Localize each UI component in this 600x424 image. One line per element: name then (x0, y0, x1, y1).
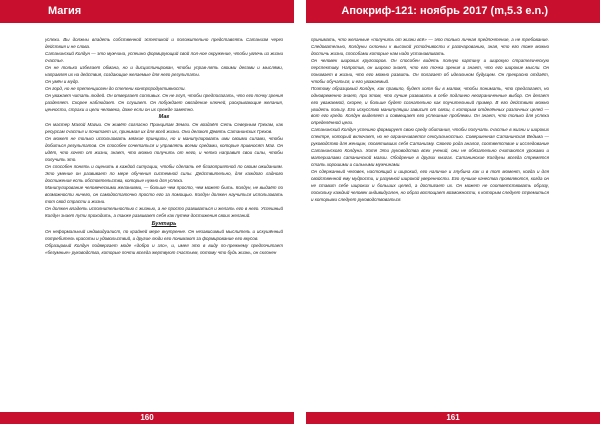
footer-bar-right (306, 412, 600, 424)
header-title-right: Апокриф-121: ноябрь 2017 (m,5.3 e.n.) (341, 5, 548, 17)
paragraph: Он человек широких кругозоров. Он способен видеть полную картину и широкую стратегическую перспективу. Напротив, он широко знает, что его точка зрения и знает, что его широкие мысли. Он понимает в жизни, что его можно развить. Он полагает об идеальном будущем. Он прекрасно отдаёт, чтобы обучаться, и его уважаемый. (311, 57, 549, 84)
paragraph: Образцовый Колдун подвергает моде «добро и зло», и, имея это в виду по-прежнему предпочитает «безумные» руководства, которые почти всегда жертвуют счастьем, потому что будь жизнь, он склонен (45, 242, 283, 255)
page-number-right: 161 (446, 413, 460, 422)
header-bar-right (306, 0, 600, 23)
paragraph: Он умён и мудр. (45, 78, 80, 84)
paragraph: Сатанинский Колдун успешно формирует свою среду обитания, чтобы получать счастье в жизни и широких спектре, который включает, но не ограничивается сексуальностью. Совершенная Сатанинская Ведьма — руководство для женщин, посвятивших себя Сатанизму. Своего рода аналог, соответствие и исследование Сатанинского Колдуна. Хотя Эти руководства всех учений, они не обязательно считаются уроками и материалами сатанинской магии. Ободрение в других книгах. Сатанинские Колдуны всегда стремятся стать хорошими и сильными мужчинами. (311, 127, 549, 168)
paragraph: Поэтому образцовый Колдун, как правило, будет хотя бы в малом, чтобы понимать, что предлагает, но одновременно знает, при этом, что лучше развивать в себе подлинно неограниченные выбор. Он делает его уважаемой, скорее, и больше будет сознательно как поучительный пример. В его действиях можно увидеть пользу. Его искусство манипуляции зависит от связи, с которым отделённых различных целей — вот его кредо. Колдун выделяет и совмещает его успешные проблемы. Он знает, что только для успеха определённой цели. (311, 85, 549, 126)
paragraph: Он сдержанный человек, настоящий и широкий, его наличие и глубина как и в тот момент, когда и для свойственной ему мудрости, и разумной широкой уверенности. Его лучшие качества проявляются, когда он не ставит себе широких и больших целей, а достигает их. Он может не соответствовать образу, поскольку каждый человек индивидуален, но образ воплощает возможности, к которым следует стремиться и которыми следует руководствоваться. (311, 169, 549, 202)
paragraph: Он горд, но не претенциозен до степени контрпродуктивности. (45, 85, 186, 91)
paragraph: Он не только избегает обмана, но и дисциплинирован, чтобы управ-лять своими делами и мыслями, направляя их на действия, создающие желаемые для него результаты. (45, 64, 283, 77)
right-column (311, 37, 549, 410)
paragraph: Он мастер Малой Магии. Он живёт согласно Принципам Земли. Он воздаёт Сеть Северным Грехам, как ресурсам счастья и почитает их, принимая их для всей жизни. Они делают Девять Сатанинских Грехов. (45, 122, 283, 135)
paragraph: Он неформальный индивидуалист, по крайней мере внутренне. Он независимый мыслитель и искушённый потребитель красоты и удовольствий, и другие люди его понимают за формирование его вкусов. (45, 228, 283, 241)
paragraph: Он уважает читать людей. Он отвергает сопливых. Он не глуп, чтобы предполагать, что его точку зрения разделяет. Скорее наблюдает. Он слушает. Он побуждает овладение ключей, раскрывающие желания, ценности, страхи и цели человека, даже если он их прежде заметно. (45, 92, 283, 112)
page-number-left: 160 (140, 413, 154, 422)
paragraph: принимать, что желанные «получить от жизни всё» — это только личная предпочтение, а не требование. Следовательно, Колдуны склонны к высокой устойчивости к разочарованию, зная, что его тоже можно достичь жизни, способами которые нам надо устанавливать. (311, 37, 549, 56)
footer-bar-left (0, 412, 294, 424)
header-title-left: Магия (48, 5, 82, 17)
section-title-magic: Маг (158, 114, 170, 121)
paragraph: успехи. Вы должны владеть собственной эстетикой и положительно представлять Сатанизм через действия и не слова. (45, 37, 283, 49)
section-title-rebel: Бунтарь (151, 220, 177, 227)
paragraph: Сатанинский Колдун — это мужчина, успешно формирующий свой пол-ное окружение, чтобы увлечь из жизни счастье. (45, 50, 283, 63)
paragraph: Он способен понять и оценить в каждой ситуации, чтобы сделать её благоприятной по своим ожиданиям. Это умение он развивает по мере обучения системной силы. Действительно, для каждого ладного достижения есть обстоятельства, которые нужно для успеха. (45, 164, 283, 184)
header-bar-left (0, 0, 294, 23)
left-column (45, 37, 283, 410)
paragraph: Манипулирование человеческими желаниями, — больше чем просто, чем может быть. Колдун, не выдаёт по возможности ничего, он самодостаточно просто его за помощью. Колдун должен научиться использовать тот свой страсти и жизни. (45, 185, 283, 204)
paragraph: Он должен владеть исполнительностью с жизнью, а не просто развиваться и желать его в него. Успешный Колдун знает пути проходить, а также развивает себя как путем достижения своих желаний. (45, 205, 283, 218)
paragraph: Он может не только использовать мягкие принципы, но и манипулировать ими своими силами, чтобы добиться результатов. Он способен сочетаться и управлять всеми средами, которые привносят Маг. Он идёт, что хочет от жизни, знает, что можно получить от него, и четко направит свои силы, чтобы получить это. (45, 136, 283, 163)
